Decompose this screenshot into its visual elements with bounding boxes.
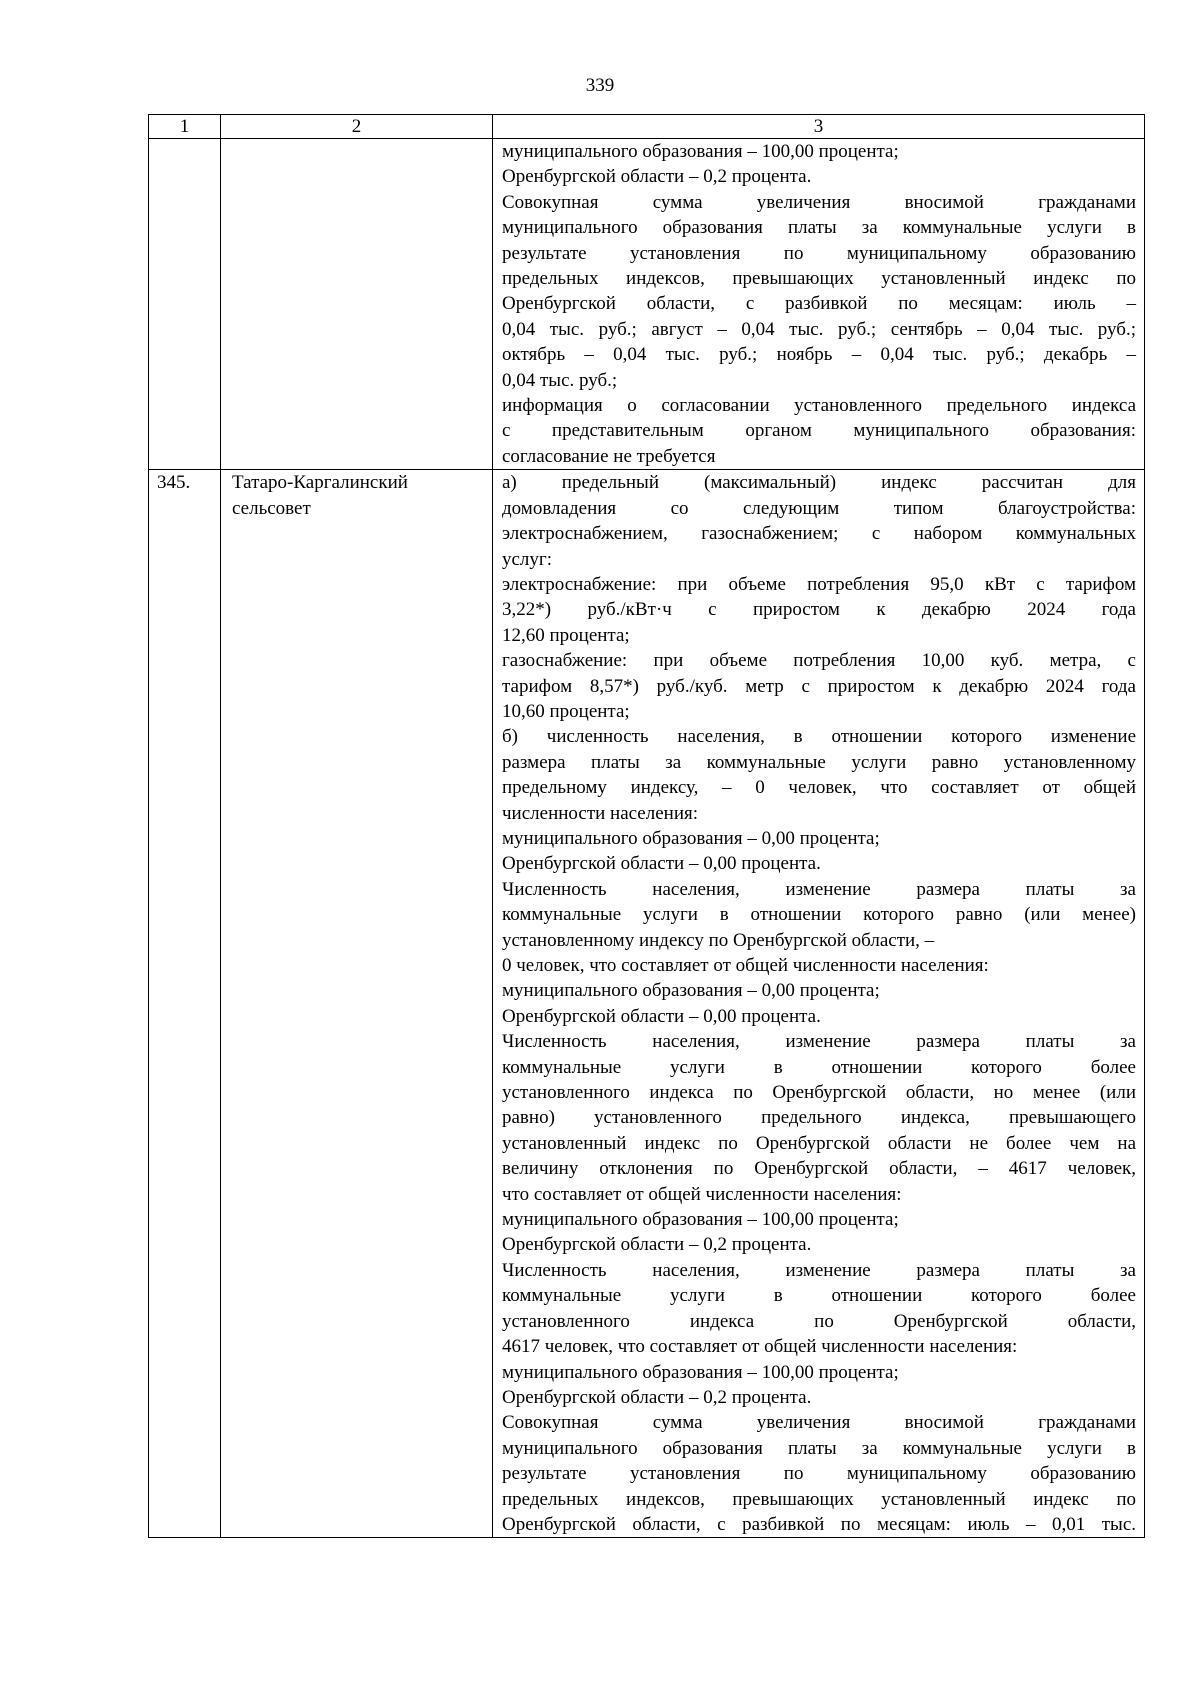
text-line: размера платы за коммунальные услуги равно установленному (502, 751, 1136, 773)
table-row-continued (149, 139, 1145, 470)
text-line: электроснабжение: при объеме потребления 95,0 кВт с тарифом (502, 573, 1136, 595)
text-line: установленному индексу по Оренбургской области, – (502, 929, 935, 951)
row-345-name-cell (221, 470, 493, 1538)
text-line: коммунальные услуги в отношении которого более (502, 1056, 1136, 1078)
text-line: Численность населения, изменение размера платы за (502, 1031, 1136, 1053)
row-345-number-cell (149, 470, 221, 1538)
text-line: предельных индексов, превышающих установленный индекс по (502, 268, 1136, 290)
text-line: установленного индекса по Оренбургской области, (502, 1310, 1136, 1332)
text-line: Оренбургской области – 0,2 процента. (502, 1234, 812, 1256)
text-line: 0 человек, что составляет от общей численности населения: (502, 955, 989, 976)
text-line: что составляет от общей численности населения: (502, 1183, 902, 1205)
text-line: Оренбургской области – 0,00 процента. (502, 853, 821, 875)
row-continued-name-cell (221, 139, 493, 470)
text-line: согласование не требуется (502, 445, 716, 467)
text-line: с представительным органом муниципального образования: (502, 420, 1136, 442)
text-line: 0,04 тыс. руб.; (502, 369, 618, 391)
text-line: коммунальные услуги в отношении которого равно (или менее) (502, 904, 1136, 926)
text-line: результате установления по муниципальному образованию (502, 1463, 1136, 1485)
text-line: муниципального образования платы за коммунальные услуги в (502, 217, 1136, 239)
text-line: муниципального образования платы за коммунальные услуги в (502, 1437, 1136, 1459)
text-line: установленного индекса по Оренбургской области, но менее (или (502, 1082, 1136, 1104)
text-line: 10,60 процента; (502, 700, 630, 722)
text-line: муниципального образования – 100,00 процента; (502, 1361, 899, 1383)
municipality-name-line: сельсовет (232, 497, 311, 519)
text-line: предельному индексу, – 0 человек, что составляет от общей (502, 777, 1136, 799)
text-line: предельных индексов, превышающих установленный индекс по (502, 1488, 1136, 1510)
data-table (148, 114, 1145, 1538)
text-line: установленный индекс по Оренбургской области не более чем на (502, 1132, 1136, 1154)
text-line: муниципального образования – 100,00 процента; (502, 1209, 899, 1231)
text-line: информация о согласовании установленного предельного индекса (502, 395, 1136, 417)
text-line: величину отклонения по Оренбургской области, – 4617 человек, (502, 1158, 1136, 1180)
text-line: муниципального образования – 100,00 процента; (502, 141, 899, 162)
text-line: равно) установленного предельного индекса, превышающего (502, 1107, 1136, 1129)
text-line: муниципального образования – 0,00 процента; (502, 980, 880, 1002)
text-line: электроснабжением, газоснабжением; с набором коммунальных (502, 523, 1136, 545)
text-line: Совокупная сумма увеличения вносимой гражданами (502, 191, 1136, 213)
text-line: численности населения: (502, 802, 699, 824)
text-line: 4617 человек, что составляет от общей численности населения: (502, 1336, 1018, 1358)
text-line: а) предельный (максимальный) индекс рассчитан для (502, 472, 1136, 494)
text-line: тарифом 8,57*) руб./куб. метр с приростом к декабрю 2024 года (502, 675, 1136, 697)
header-col-2: 2 (221, 115, 493, 139)
text-line: 12,60 процента; (502, 624, 630, 646)
page-number: 339 (585, 75, 615, 96)
text-line: 3,22*) руб./кВт·ч с приростом к декабрю 2024 года (502, 599, 1136, 621)
table-header-row (149, 115, 1145, 139)
text-line: Совокупная сумма увеличения вносимой гражданами (502, 1412, 1136, 1434)
text-line: Оренбургской области, с разбивкой по месяцам: июль – 0,01 тыс. (502, 1513, 1136, 1535)
row-continued-number-cell (149, 139, 221, 470)
text-line: Численность населения, изменение размера платы за (502, 1259, 1136, 1281)
text-line: домовладения со следующим типом благоустройства: (502, 497, 1136, 519)
text-line: б) численность населения, в отношении которого изменение (502, 726, 1136, 748)
text-line: коммунальные услуги в отношении которого более (502, 1285, 1136, 1307)
text-line: Оренбургской области, с разбивкой по месяцам: июль – (502, 293, 1136, 315)
text-line: результате установления по муниципальному образованию (502, 242, 1136, 264)
row-number: 345. (157, 472, 191, 494)
text-line: услуг: (502, 548, 552, 570)
text-line: Оренбургской области – 0,2 процента. (502, 166, 812, 188)
text-line: 0,04 тыс. руб.; август – 0,04 тыс. руб.; сентябрь – 0,04 тыс. руб.; (502, 318, 1136, 340)
row-345-text-cell (493, 470, 1145, 1538)
text-line: Оренбургской области – 0,00 процента. (502, 1005, 821, 1027)
text-line: муниципального образования – 0,00 процента; (502, 827, 880, 849)
text-line: газоснабжение: при объеме потребления 10,00 куб. метра, с (502, 650, 1136, 672)
row-continued-text-cell (493, 139, 1145, 470)
text-line: Оренбургской области – 0,2 процента. (502, 1386, 812, 1408)
text-line: октябрь – 0,04 тыс. руб.; ноябрь – 0,04 тыс. руб.; декабрь – (502, 344, 1136, 366)
header-col-3: 3 (493, 115, 1145, 139)
table-row-345 (149, 470, 1145, 1538)
text-line: Численность населения, изменение размера платы за (502, 878, 1136, 900)
header-col-1: 1 (149, 115, 221, 139)
municipality-name-line: Татаро-Каргалинский (232, 472, 408, 494)
